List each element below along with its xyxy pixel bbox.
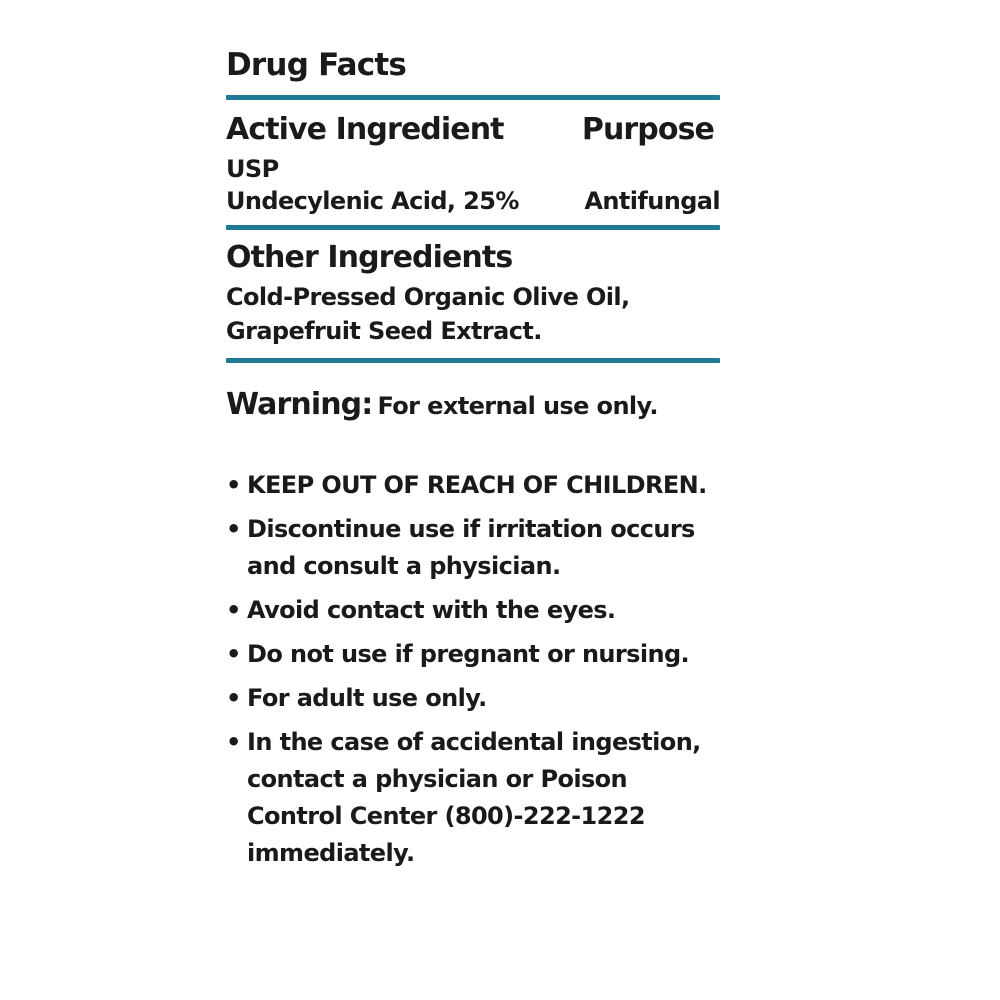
bullet-item <box>226 636 720 673</box>
bullet-point-icon: • <box>226 728 241 756</box>
bullet-line: contact a physician or Poison <box>247 765 628 793</box>
warning-label: Warning: <box>226 387 373 422</box>
active-ingredient-name: Undecylenic Acid, 25% <box>226 187 519 215</box>
warning-line <box>226 383 720 431</box>
divider-rule <box>226 225 720 230</box>
bullet-item <box>226 680 720 717</box>
usp-text: USP <box>226 155 279 183</box>
active-ingredient-header <box>226 108 720 152</box>
bullet-line: Control Center (800)-222-1222 <box>247 802 645 830</box>
other-ingredients-heading: Other Ingredients <box>226 240 513 275</box>
bullet-line: immediately. <box>247 839 415 867</box>
bullet-point-icon: • <box>226 596 241 624</box>
active-ingredient-heading: Active Ingredient <box>226 112 504 147</box>
other-ingredients-line: Grapefruit Seed Extract. <box>226 317 542 345</box>
other-ingredients-text <box>226 280 720 348</box>
warning-text: For external use only. <box>377 392 658 420</box>
bullet-item <box>226 467 720 504</box>
purpose-heading: Purpose <box>581 112 714 147</box>
bullet-line: Do not use if pregnant or nursing. <box>247 640 690 668</box>
bullet-point-icon: • <box>226 471 241 499</box>
bullet-point-icon: • <box>226 515 241 543</box>
warning-bullet-list <box>226 467 720 872</box>
bullet-item <box>226 592 720 629</box>
bullet-line: Avoid contact with the eyes. <box>247 596 616 624</box>
bullet-line: KEEP OUT OF REACH OF CHILDREN. <box>247 471 707 499</box>
bullet-line: Discontinue use if irritation occurs <box>247 515 695 543</box>
other-ingredients-line: Cold-Pressed Organic Olive Oil, <box>226 283 630 311</box>
bullet-point-icon: • <box>226 640 241 668</box>
bullet-line: For adult use only. <box>247 684 487 712</box>
divider-rule <box>226 95 720 100</box>
bullet-point-icon: • <box>226 684 241 712</box>
bullet-line: and consult a physician. <box>247 552 561 580</box>
divider-rule <box>226 358 720 363</box>
bullet-item <box>226 724 720 872</box>
drug-facts-title: Drug Facts <box>226 47 406 83</box>
active-ingredient-row <box>226 185 720 217</box>
drug-facts-label <box>226 46 720 879</box>
active-ingredient-purpose: Antifungal <box>584 187 720 215</box>
bullet-item <box>226 511 720 585</box>
bullet-line: In the case of accidental ingestion, <box>247 728 701 756</box>
